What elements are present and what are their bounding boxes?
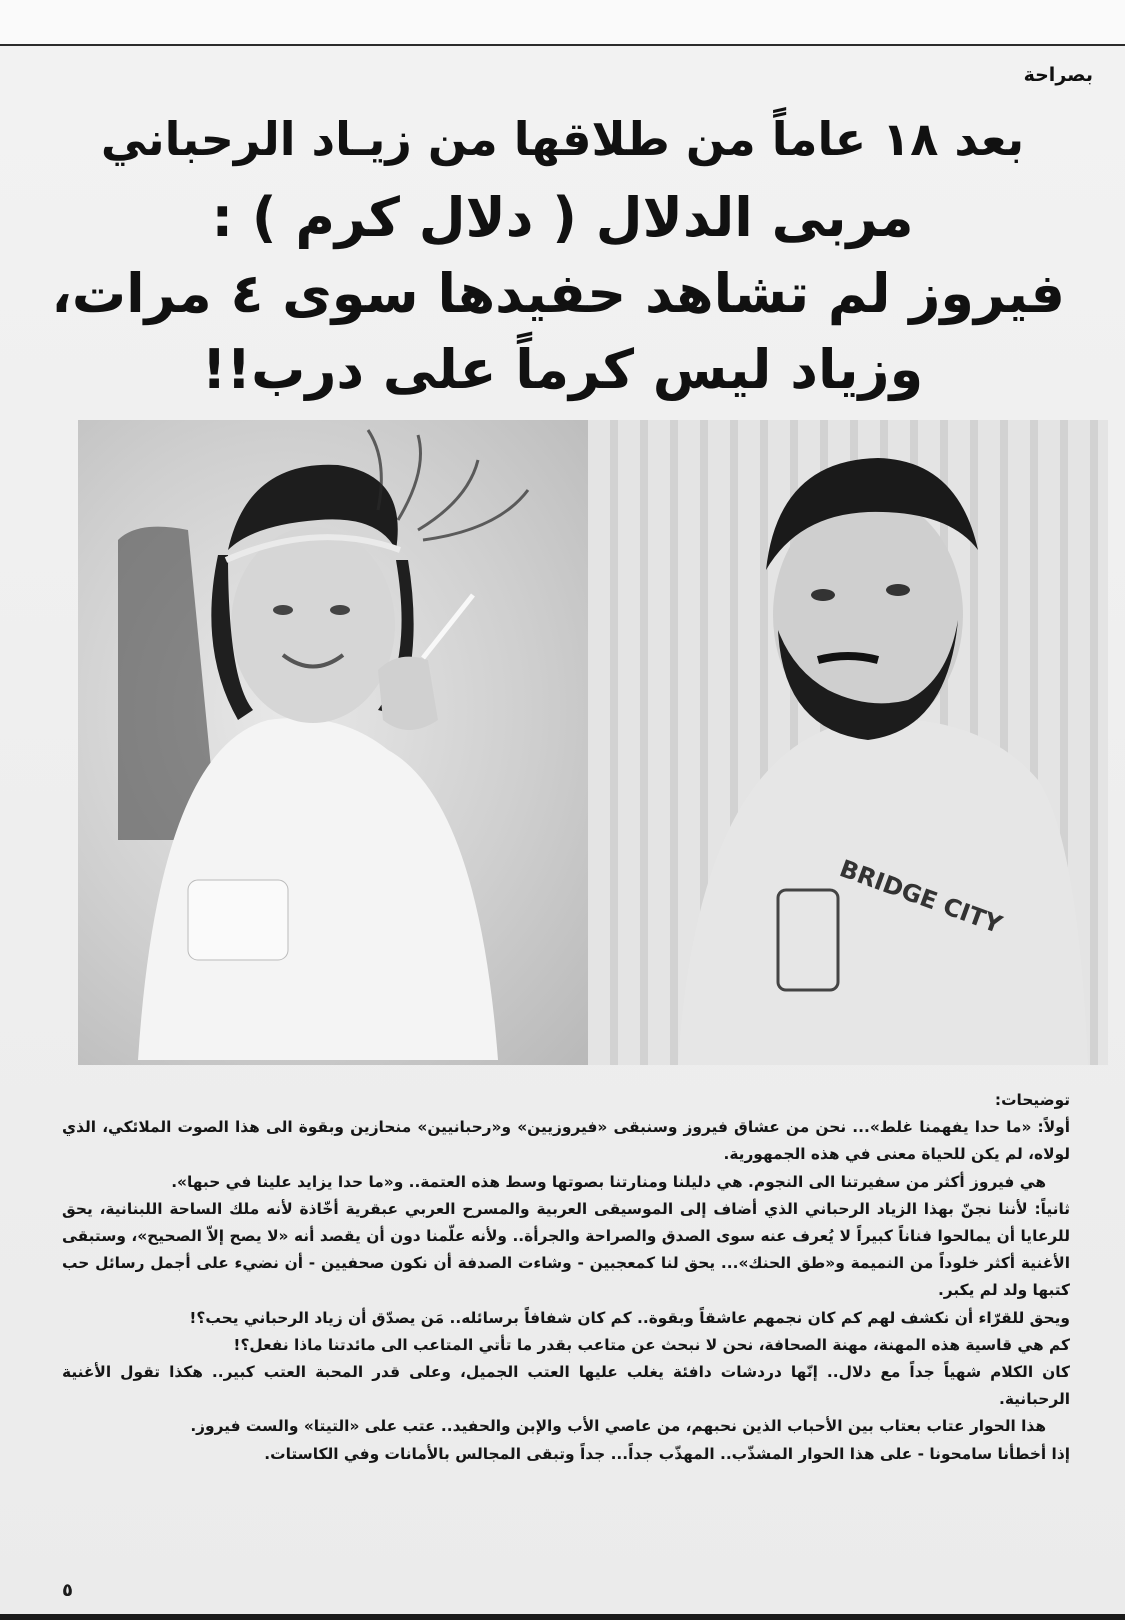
body-paragraph: أولاً: «ما حدا يفهمنا غلط»... نحن من عشاق فيروز وسنبقى «فيروزيين» و«رحبانيين» منحازين وبقوة الى هذا الصوت الملائكي، الذي لولاه، لم يكن للحياة معنى في هذه الجمهورية. xyxy=(62,1118,1070,1164)
man-figure xyxy=(678,458,1088,1065)
body-paragraph: ويحق للقرّاء أن نكشف لهم كم كان نجمهم عاشقاً وبقوة.. كم كان شفافاً برسائله.. مَن يصدّق أن زياد الرحباني يحب؟! xyxy=(189,1308,1070,1327)
body-paragraph: هذا الحوار عتاب بعتاب بين الأحباب الذين نحبهم، من عاصي الأب والإبن والحفيد.. عتب على «التيتا» والست فيروز. xyxy=(190,1417,1046,1436)
headline-line-2: مربى الدلال ( دلال كرم ) : xyxy=(211,186,914,249)
woman-figure xyxy=(118,465,498,1060)
page-number: ٥ xyxy=(62,1580,73,1601)
body-paragraph: هي فيروز أكثر من سفيرتنا الى النجوم. هي دليلنا ومنارتنا بصوتها وسط هذه العتمة.. و«ما حدا يزايد علينا في حبها». xyxy=(171,1172,1046,1191)
article-body xyxy=(62,1087,1070,1468)
body-paragraph-notes-title: توضيحات: xyxy=(994,1091,1070,1109)
body-paragraph: كان الكلام شهياً جداً مع دلال.. إنّها دردشات دافئة يغلب عليها العتب الجميل، وعلى قدر المحبة العتب كبير.. هكذا تقول الأغنية الرحبانية. xyxy=(62,1363,1070,1409)
section-label: بصراحة xyxy=(1023,64,1093,86)
article-photo xyxy=(78,420,1108,1065)
page-top-margin xyxy=(0,0,1125,44)
body-paragraph: إذا أخطأنا سامحونا - على هذا الحوار المشذّب.. المهذّب جداً... جداً وتبقى المجالس بالأمانات وفي الكاستات. xyxy=(264,1444,1070,1463)
body-paragraph: كم هي قاسية هذه المهنة، مهنة الصحافة، نحن لا نبحث عن متاعب بقدر ما تأتي المتاعب الى مائدتنا ماذا نفعل؟! xyxy=(233,1335,1070,1354)
photo-figures xyxy=(78,420,1108,1065)
headline-line-1: بعد ١٨ عاماً من طلاقها من زيـاد الرحباني xyxy=(100,112,1025,166)
headline-line-4: وزياد ليس كرماً على درب!! xyxy=(201,338,924,401)
headline-line-3: فيروز لم تشاهد حفيدها سوى ٤ مرات، xyxy=(51,262,1065,325)
shirt-text: BRIDGE CITY xyxy=(835,854,1006,939)
body-paragraph: ثانياً: لأننا نجنّ بهذا الزياد الرحباني الذي أضاف إلى الموسيقى العربية والمسرح العربي عبقرية أخّاذة لأنه ملك الساحة اللبنانية، يحق للرعايا أن يمالحوا فناناً كبيراً لا يُعرف عنه سوى الصدق والصراحة والجرأة.. ولأنه علّمنا دون أن يقصد أنه «لا يصح إلاّ الصحيح»، وستبقى الأغنية أكثر خلوداً من النميمة و«طق الحنك»... يحق لنا كمعجبين - وشاءت الصدفة أن نكون صحفيين - أن نضيء على أجمل رسائل حب كتبها ولد لم يكبر. xyxy=(62,1199,1070,1300)
bottom-rule xyxy=(0,1614,1125,1620)
